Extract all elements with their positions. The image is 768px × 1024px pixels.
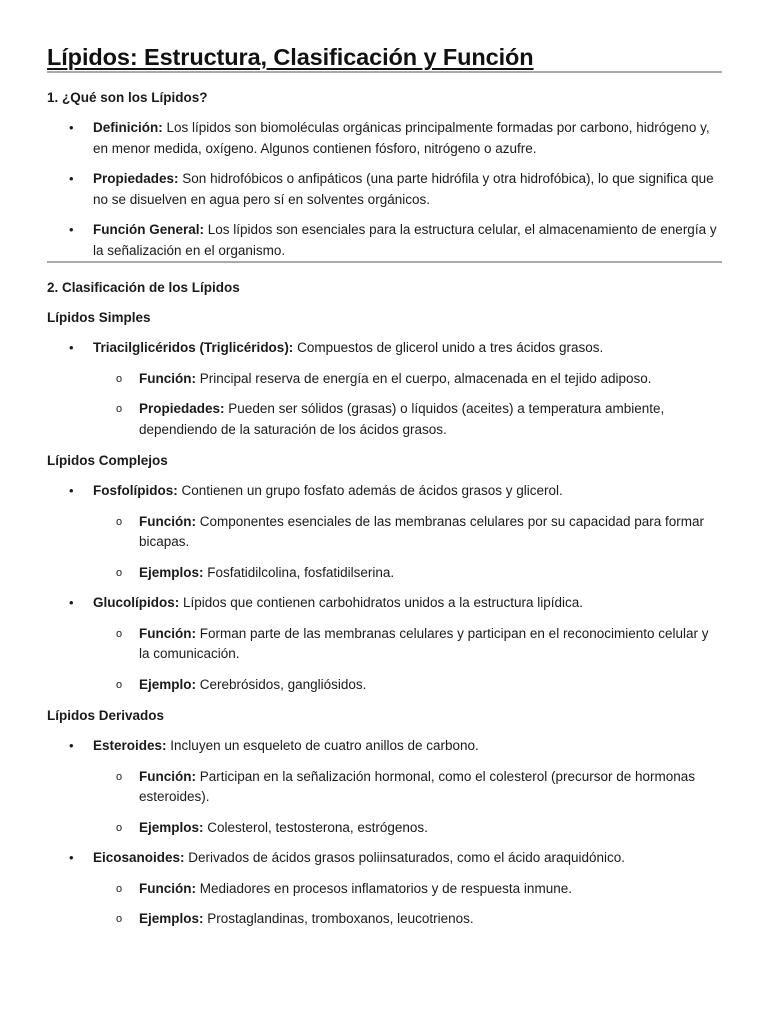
circle-bullet-icon: o [116, 627, 123, 640]
item-text: Forman parte de las membranas celulares y participan en el reconocimiento celular y la comunicación. [139, 625, 709, 661]
list-complejos [47, 481, 722, 695]
sub-item-funcion [47, 512, 722, 553]
item-text: Cerebrósidos, gangliósidos. [199, 676, 367, 692]
item-text: Derivados de ácidos grasos poliinsaturados, como el ácido araquidónico. [188, 850, 626, 865]
item-text: Fosfatidilcolina, fosfatidilserina. [207, 564, 395, 580]
item-text: Contienen un grupo fosfato además de ácidos grasos y glicerol. [181, 483, 563, 498]
bullet-icon: • [69, 120, 74, 135]
list-item-glucolipidos [47, 593, 722, 614]
bullet-icon: • [69, 595, 74, 610]
item-label: Función: [139, 880, 196, 896]
page-title: Lípidos: Estructura, Clasificación y Función [47, 44, 534, 70]
sub-item-funcion [47, 624, 722, 665]
sub-item-ejemplo [47, 675, 722, 696]
list-item-fosfolipidos [47, 481, 722, 502]
sub-item-ejemplos [47, 818, 722, 839]
item-label: Propiedades: [139, 401, 225, 416]
item-text: Compuestos de glicerol unido a tres ácidos grasos. [297, 340, 604, 355]
circle-bullet-icon: o [116, 678, 123, 691]
sub-item-propiedades [47, 399, 722, 440]
item-text: Principal reserva de energía en el cuerpo, almacenada en el tejido adiposo. [199, 370, 652, 386]
bullet-icon: • [69, 171, 74, 186]
item-label: Ejemplos: [139, 911, 204, 926]
item-text: Son hidrofóbicos o anfipáticos (una parte hidrófila y otra hidrofóbica), lo que significa que no se disuelven en agua pero sí en solventes orgánicos. [93, 171, 714, 207]
sub-item-funcion [47, 369, 722, 390]
circle-bullet-icon: o [116, 770, 123, 783]
item-label: Esteroides: [93, 738, 167, 753]
item-label: Ejemplos: [139, 564, 204, 580]
item-text: Prostaglandinas, tromboxanos, leucotrienos. [207, 911, 474, 926]
definition-list [47, 118, 722, 261]
item-label: Glucolípidos: [93, 595, 180, 610]
list-item-esteroides [47, 736, 722, 757]
bullet-icon: • [69, 850, 74, 865]
subheading-lipidos-simples: Lípidos Simples [47, 310, 151, 325]
item-label: Función: [139, 768, 196, 784]
list-item-eicosanoides [47, 848, 722, 869]
item-label: Triacilglicéridos (Triglicéridos): [93, 340, 294, 355]
bullet-icon: • [69, 483, 74, 498]
list-item-propiedades [47, 169, 722, 210]
item-text: Lípidos que contienen carbohidratos unidos a la estructura lipídica. [183, 595, 584, 610]
circle-bullet-icon: o [116, 566, 123, 579]
divider [47, 261, 722, 263]
circle-bullet-icon: o [116, 821, 123, 834]
sub-item-ejemplos [47, 909, 722, 930]
list-item-funcion-general [47, 220, 722, 261]
sub-item-funcion [47, 879, 722, 900]
item-label: Ejemplo: [139, 676, 197, 692]
item-label: Función General: [93, 222, 205, 237]
circle-bullet-icon: o [116, 403, 123, 415]
item-label: Propiedades: [93, 171, 179, 186]
circle-bullet-icon: o [116, 372, 123, 385]
item-label: Función: [139, 370, 196, 386]
bullet-icon: • [69, 340, 74, 355]
list-item-definicion [47, 118, 722, 159]
item-text: Los lípidos son biomoléculas orgánicas principalmente formadas por carbono, hidrógeno y, en menor medida, oxígeno. Algunos contienen fósforo, nitrógeno o azufre. [93, 120, 710, 156]
item-text: Incluyen un esqueleto de cuatro anillos de carbono. [170, 738, 479, 753]
item-text: Participan en la señalización hormonal, como el colesterol (precursor de hormonas esteroides). [139, 768, 696, 804]
item-text: Colesterol, testosterona, estrógenos. [207, 819, 428, 835]
divider [47, 71, 722, 73]
circle-bullet-icon: o [116, 515, 123, 528]
item-text: Los lípidos son esenciales para la estructura celular, el almacenamiento de energía y la señalización en el organismo. [93, 222, 717, 258]
item-label: Ejemplos: [139, 819, 204, 835]
bullet-icon: • [69, 738, 74, 753]
list-item-trigliceridos [47, 338, 722, 359]
circle-bullet-icon: o [116, 882, 123, 895]
subheading-lipidos-derivados: Lípidos Derivados [47, 708, 165, 723]
item-label: Función: [139, 513, 196, 529]
sub-item-ejemplos [47, 563, 722, 584]
item-label: Eicosanoides: [93, 850, 185, 865]
section-heading-clasificacion: 2. Clasificación de los Lípidos [47, 280, 240, 295]
item-text: Mediadores en procesos inflamatorios y de respuesta inmune. [199, 880, 572, 896]
list-derivados [47, 736, 722, 930]
subheading-lipidos-complejos: Lípidos Complejos [47, 453, 168, 468]
bullet-icon: • [69, 222, 74, 237]
section-heading-que-son: 1. ¿Qué son los Lípidos? [47, 90, 208, 105]
sub-item-funcion [47, 767, 722, 808]
item-label: Definición: [93, 120, 163, 135]
item-label: Fosfolípidos: [93, 483, 178, 498]
item-text: Componentes esenciales de las membranas celulares por su capacidad para formar bicapas. [139, 513, 705, 549]
list-simples [47, 338, 722, 440]
item-label: Función: [139, 625, 196, 641]
item-text: Pueden ser sólidos (grasas) o líquidos (aceites) a temperatura ambiente, dependiendo de la saturación de los ácidos grasos. [139, 401, 665, 437]
circle-bullet-icon: o [116, 913, 123, 925]
